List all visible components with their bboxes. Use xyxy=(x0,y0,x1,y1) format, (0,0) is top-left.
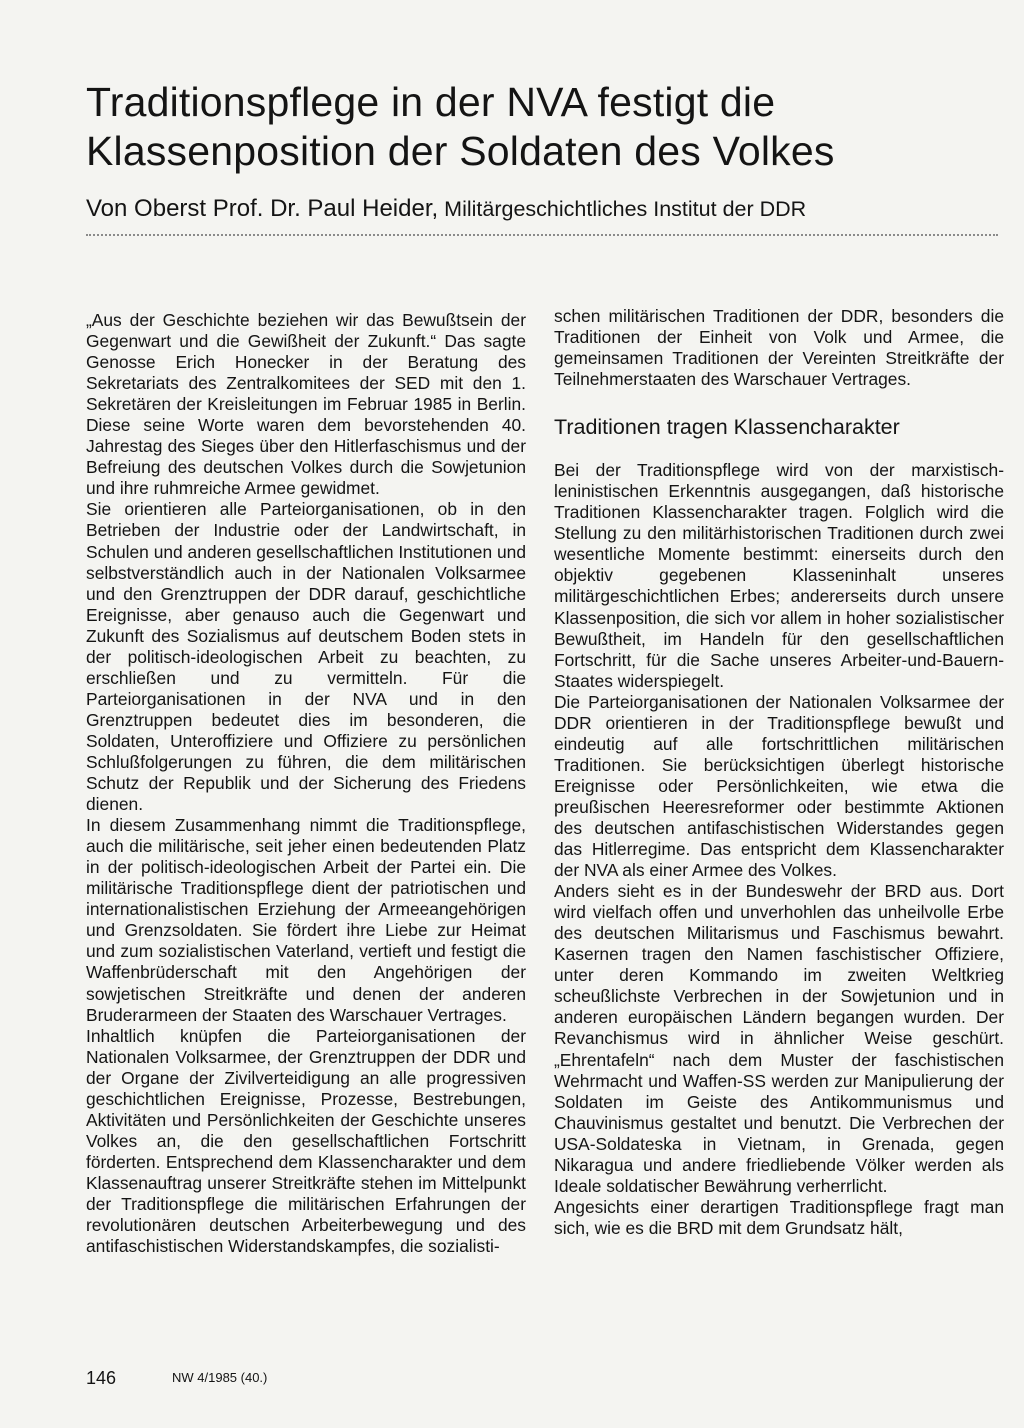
body-paragraph: Inhaltlich knüpfen die Parteiorganisationen der Nationalen Volksarmee, der Grenztruppen der DDR und der Organe der Zivilverteidigung an alle progressiven geschichtlichen Ereignisse, Prozesse, Bestrebungen, Aktivitäten und Persönlichkeiten der Geschichte unseres Volkes an, die den gesellschaftlichen Fortschritt förderten. Entsprechend dem Klassencharakter und dem Klassenauftrag unserer Streitkräfte stehen im Mittelpunkt der Traditionspflege die militärischen Erfahrungen der revolutionären deutschen Arbeiterbewegung und des antifaschistischen Widerstandskampfes, die sozialisti- xyxy=(86,1025,526,1257)
byline-author: Von Oberst Prof. Dr. Paul Heider, xyxy=(86,195,439,222)
page-number: 146 xyxy=(86,1368,117,1388)
article-byline xyxy=(86,196,986,222)
body-paragraph: „Aus der Geschichte beziehen wir das Bewußtsein der Gegenwart und die Gewißheit der Zukunft.“ Das sagte Genosse Erich Honecker in der Beratung des Sekretariats des Zentralkomitees der SED mit den 1. Sekretären der Kreisleitungen im Februar 1985 in Berlin. Diese seine Worte waren dem bevorstehenden 40. Jahrestag des Sieges über den Hitlerfaschismus und der Befreiung des deutschen Volkes durch die Sowjetunion und ihre ruhmreiche Armee gewidmet. xyxy=(86,310,526,499)
body-paragraph: Bei der Traditionspflege wird von der marxistisch-leninistischen Erkenntnis ausgegangen, daß historische Traditionen Klassencharakter tragen. Folglich wird die Stellung zu den militärhistorischen Traditionen durch zwei wesentliche Momente bestimmt: einerseits durch den objektiv gegebenen Klasseninhalt unseres militärgeschichtlichen Erbes; andererseits durch unsere Klassenposition, die sich vor allem in hoher sozialistischer Bewußtheit, im Handeln für den gesellschaftlichen Fortschritt, für die Sache unseres Arbeiter-und-Bauern-Staates widerspiegelt. xyxy=(554,460,1004,691)
issue-reference: NW 4/1985 (40.) xyxy=(172,1370,268,1385)
right-column xyxy=(554,306,1004,1239)
byline-institute: Militärgeschichtliches Institut der DDR xyxy=(444,197,807,221)
body-paragraph: Angesichts einer derartigen Traditionspflege fragt man sich, wie es die BRD mit dem Grundsatz hält, xyxy=(554,1196,1004,1238)
page-footer xyxy=(86,1368,268,1389)
body-paragraph: Anders sieht es in der Bundeswehr der BRD aus. Dort wird vielfach offen und unverhohlen das unheilvolle Erbe des deutschen Militarismus und Faschismus bewahrt. Kasernen tragen den Namen faschistischer Offiziere, unter deren Kommando im zweiten Weltkrieg scheußlichste Verbrechen in der Sowjetunion und in anderen europäischen Ländern begangen wurden. Der Revanchismus wird in ähnlicher Weise geschürt. „Ehrentafeln“ nach dem Muster der faschistischen Wehrmacht und Waffen-SS werden zur Manipulierung der Soldaten im Geiste des Antikommunismus und Chauvinismus gestaltet und benutzt. Die Verbrechen der USA-Soldateska in Vietnam, in Grenada, gegen Nikaragua und andere friedliebende Völker werden als Ideale soldatischer Bewährung verherrlicht. xyxy=(554,881,1004,1196)
body-paragraph: schen militärischen Traditionen der DDR, besonders die Traditionen der Einheit von Volk und Armee, die gemeinsamen Traditionen der Vereinten Streitkräfte der Teilnehmerstaaten des Warschauer Vertrages. xyxy=(554,306,1004,390)
left-column xyxy=(86,310,526,1257)
section-subheading: Traditionen tragen Klassencharakter xyxy=(554,415,900,440)
title-divider xyxy=(86,234,998,236)
body-paragraph: Die Parteiorganisationen der Nationalen Volksarmee der DDR orientieren in der Traditionspflege bewußt und eindeutig auf alle fortschrittlichen militärischen Traditionen. Sie berücksichtigen überlegt historische Ereignisse oder Persönlichkeiten, wie etwa die preußischen Heeresreformer oder bestimmte Aktionen des deutschen antifaschistischen Widerstandes gegen das Hitlerregime. Das entspricht dem Klassencharakter der NVA als einer Armee des Volkes. xyxy=(554,691,1004,881)
body-paragraph: In diesem Zusammenhang nimmt die Traditionspflege, auch die militärische, seit jeher einen bedeutenden Platz in der politisch-ideologischen Arbeit der Partei ein. Die militärische Traditionspflege dient der patriotischen und internationalistischen Erziehung der Armeeangehörigen und Grenzsoldaten. Sie fördert ihre Liebe zur Heimat und zum sozialistischen Vaterland, vertieft und festigt die Waffenbrüderschaft mit den Angehörigen der sowjetischen Streitkräfte und denen der anderen Bruderarmeen der Staaten des Warschauer Vertrages. xyxy=(86,815,526,1025)
body-paragraph: Sie orientieren alle Parteiorganisationen, ob in den Betrieben der Industrie oder der Landwirtschaft, in Schulen und anderen gesellschaftlichen Institutionen und selbstverständlich auch in der Nationalen Volksarmee und den Grenztruppen der DDR darauf, geschichtliche Ereignisse, aber genauso auch die Gegenwart und Zukunft des Sozialismus auf deutschem Boden stets in der politisch-ideologischen Arbeit zu beachten, zu erschließen und zu vermitteln. Für die Parteiorganisationen in der NVA und in den Grenztruppen bedeutet dies im besonderen, die Soldaten, Unteroffiziere und Offiziere zu persönlichen Schlußfolgerungen zu führen, die dem militärischen Schutz der Republik und der Sicherung des Friedens dienen. xyxy=(86,499,526,815)
article-title: Traditionspflege in der NVA festigt die Klassenposition der Soldaten des Volkes xyxy=(86,79,835,174)
